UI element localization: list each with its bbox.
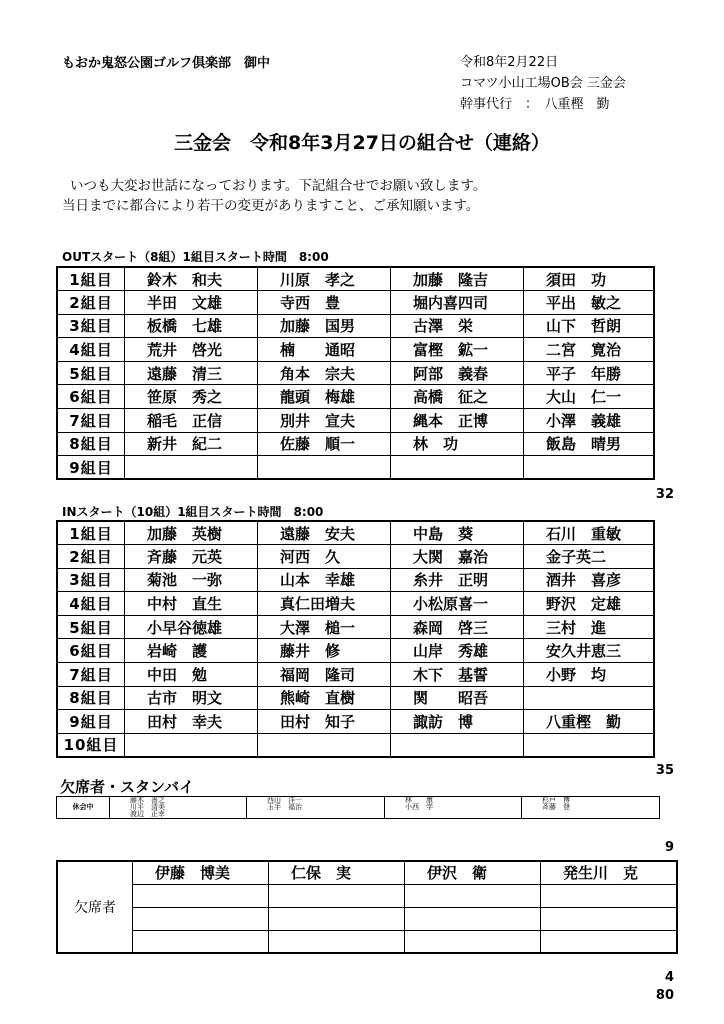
player-name: 福岡 隆司 [258, 663, 391, 687]
page-title: 三金会 令和8年3月27日の組合せ（連絡） [174, 132, 550, 154]
header-org: コマツ小山工場OB会 三金会 [460, 76, 626, 91]
player-name: 小野 均 [524, 663, 654, 687]
intro-text [62, 176, 486, 216]
player-name: 加藤 国男 [258, 314, 391, 338]
player-name: 中田 勉 [125, 663, 258, 687]
group-number: 2組目 [57, 545, 125, 569]
player-name: 縄本 正博 [391, 409, 524, 433]
player-name [125, 456, 258, 480]
player-name: 安久井恵三 [524, 639, 654, 663]
group-row [57, 639, 654, 663]
player-name: 岩崎 護 [125, 639, 258, 663]
absent-label: 欠席者 [57, 861, 133, 953]
group-row [57, 361, 654, 385]
group-row [57, 456, 654, 480]
player-name: 木下 基誓 [391, 663, 524, 687]
group-row [57, 432, 654, 456]
player-name: 八重樫 勤 [524, 710, 654, 734]
absent-empty [269, 930, 405, 953]
group-number: 10組目 [57, 733, 125, 757]
player-name: 林 功 [391, 432, 524, 456]
absent-empty [405, 930, 541, 953]
group-row [57, 733, 654, 757]
player-name: 諏訪 博 [391, 710, 524, 734]
player-name [258, 456, 391, 480]
group-row [57, 686, 654, 710]
player-name: 熊崎 直樹 [258, 686, 391, 710]
player-name [391, 456, 524, 480]
player-name: 阿部 義春 [391, 361, 524, 385]
standby-name: 杉戸 博 [542, 796, 570, 804]
player-name: 酒井 喜彦 [524, 568, 654, 592]
group-number: 8組目 [57, 432, 125, 456]
player-name: 加藤 隆吉 [391, 267, 524, 291]
player-name: 糸井 正明 [391, 568, 524, 592]
player-name: 楠 通昭 [258, 338, 391, 362]
group-number: 1組目 [57, 267, 125, 291]
out-count: 32 [655, 487, 674, 502]
group-number: 4組目 [57, 592, 125, 616]
absent-count: 4 [664, 970, 674, 985]
standby-name: 川平 清美 [130, 803, 165, 811]
group-row [57, 267, 654, 291]
absent-empty [541, 884, 677, 907]
player-name: 須田 功 [524, 267, 654, 291]
group-number: 2組目 [57, 291, 125, 315]
player-name: 小早谷徳雄 [125, 615, 258, 639]
player-name: 斉藤 元英 [125, 545, 258, 569]
absent-empty [269, 907, 405, 930]
group-number: 4組目 [57, 338, 125, 362]
standby-col-3 [385, 797, 522, 819]
player-name: 二宮 寛治 [524, 338, 654, 362]
standby-name: 西山 洋一 [267, 796, 302, 804]
player-name: 小松原喜一 [391, 592, 524, 616]
player-name: 富樫 鉱一 [391, 338, 524, 362]
player-name: 堀内喜四司 [391, 291, 524, 315]
standby-col-1 [110, 797, 247, 819]
player-name: 寺西 豊 [258, 291, 391, 315]
player-name: 森岡 啓三 [391, 615, 524, 639]
in-count: 35 [655, 763, 674, 778]
absent-empty [541, 907, 677, 930]
standby-name: 藤木 善之 [130, 796, 165, 804]
player-name: 野沢 定雄 [524, 592, 654, 616]
player-name: 稲毛 正信 [125, 409, 258, 433]
group-number: 3組目 [57, 314, 125, 338]
player-name: 河西 久 [258, 545, 391, 569]
addressee: もおか鬼怒公園ゴルフ倶楽部 御中 [62, 56, 271, 71]
group-row [57, 521, 654, 545]
standby-name: 玉手 福治 [267, 803, 302, 811]
group-number: 3組目 [57, 568, 125, 592]
player-name [524, 733, 654, 757]
player-name: 遠藤 清三 [125, 361, 258, 385]
player-name [524, 686, 654, 710]
standby-name: 斉藤 登 [542, 803, 570, 811]
group-row [57, 710, 654, 734]
player-name: 藤井 修 [258, 639, 391, 663]
player-name [391, 733, 524, 757]
player-name: 大山 仁一 [524, 385, 654, 409]
absent-empty [133, 907, 269, 930]
standby-col-2 [247, 797, 385, 819]
group-row [57, 314, 654, 338]
group-number: 6組目 [57, 639, 125, 663]
in-pairings-table [56, 520, 655, 758]
player-name: 古市 明文 [125, 686, 258, 710]
group-number: 6組目 [57, 385, 125, 409]
player-name [258, 733, 391, 757]
header-date: 令和8年2月22日 [460, 55, 559, 70]
group-row [57, 409, 654, 433]
player-name: 山下 哲朗 [524, 314, 654, 338]
player-name: 真仁田増夫 [258, 592, 391, 616]
player-name: 笹原 秀之 [125, 385, 258, 409]
standby-name: 小西 学 [405, 803, 433, 811]
player-name: 荒井 啓光 [125, 338, 258, 362]
group-number: 7組目 [57, 663, 125, 687]
player-name: 関 昭吾 [391, 686, 524, 710]
player-name: 半田 文雄 [125, 291, 258, 315]
absent-empty [133, 930, 269, 953]
player-name: 別井 宣夫 [258, 409, 391, 433]
group-row [57, 545, 654, 569]
player-name: 菊池 一弥 [125, 568, 258, 592]
player-name: 平出 敏之 [524, 291, 654, 315]
player-name: 大関 嘉治 [391, 545, 524, 569]
total-count: 80 [655, 988, 674, 1003]
absent-empty [405, 907, 541, 930]
player-name: 遠藤 安夫 [258, 521, 391, 545]
group-number: 8組目 [57, 686, 125, 710]
standby-name: 林 康 [405, 796, 433, 804]
player-name: 金子英二 [524, 545, 654, 569]
player-name: 新井 紀二 [125, 432, 258, 456]
standby-count: 9 [664, 840, 674, 855]
standby-table [56, 796, 660, 819]
player-name: 佐藤 順一 [258, 432, 391, 456]
absent-empty [405, 884, 541, 907]
intro-line-2: 当日までに都合により若干の変更がありますこと、ご承知願います。 [62, 198, 480, 214]
player-name: 鈴木 和夫 [125, 267, 258, 291]
absent-name: 仁保 実 [269, 861, 405, 884]
player-name [524, 456, 654, 480]
player-name: 田村 知子 [258, 710, 391, 734]
player-name: 石川 重敏 [524, 521, 654, 545]
player-name: 龍頭 梅雄 [258, 385, 391, 409]
player-name: 中島 葵 [391, 521, 524, 545]
player-name: 大澤 槌一 [258, 615, 391, 639]
player-name: 平子 年勝 [524, 361, 654, 385]
standby-col-4 [522, 797, 660, 819]
absent-table [56, 860, 678, 954]
player-name: 古澤 栄 [391, 314, 524, 338]
group-number: 7組目 [57, 409, 125, 433]
absent-name: 伊藤 博美 [133, 861, 269, 884]
absent-empty [133, 884, 269, 907]
in-start-label: INスタート（10組）1組目スタート時間 8:00 [62, 505, 324, 519]
player-name: 山岸 秀雄 [391, 639, 524, 663]
player-name: 小澤 義雄 [524, 409, 654, 433]
absent-name: 発生川 克 [541, 861, 677, 884]
player-name: 高橋 征之 [391, 385, 524, 409]
group-row [57, 338, 654, 362]
absent-empty [269, 884, 405, 907]
group-number: 5組目 [57, 615, 125, 639]
group-number: 9組目 [57, 456, 125, 480]
player-name: 板橋 七雄 [125, 314, 258, 338]
absent-standby-title: 欠席者・スタンバイ [60, 778, 194, 796]
group-row [57, 568, 654, 592]
group-row [57, 663, 654, 687]
group-row [57, 615, 654, 639]
group-number: 9組目 [57, 710, 125, 734]
player-name: 加藤 英樹 [125, 521, 258, 545]
player-name: 角本 宗夫 [258, 361, 391, 385]
group-row [57, 385, 654, 409]
intro-line-1: いつも大変お世話になっております。下記組合せでお願い致します。 [70, 178, 487, 194]
standby-label: 休会中 [57, 797, 110, 819]
out-start-label: OUTスタート（8組）1組目スタート時間 8:00 [62, 250, 329, 264]
player-name: 飯島 晴男 [524, 432, 654, 456]
player-name [125, 733, 258, 757]
absent-empty [541, 930, 677, 953]
group-row [57, 291, 654, 315]
group-number: 1組目 [57, 521, 125, 545]
group-number: 5組目 [57, 361, 125, 385]
header-info [460, 52, 626, 115]
absent-name: 伊沢 衛 [405, 861, 541, 884]
standby-name: 渡辺 正幸 [130, 810, 165, 818]
player-name: 三村 進 [524, 615, 654, 639]
group-row [57, 592, 654, 616]
header-organizer: 幹事代行 ： 八重樫 勤 [460, 97, 610, 112]
player-name: 中村 直生 [125, 592, 258, 616]
player-name: 山本 幸雄 [258, 568, 391, 592]
out-pairings-table [56, 266, 655, 480]
player-name: 川原 孝之 [258, 267, 391, 291]
player-name: 田村 幸夫 [125, 710, 258, 734]
